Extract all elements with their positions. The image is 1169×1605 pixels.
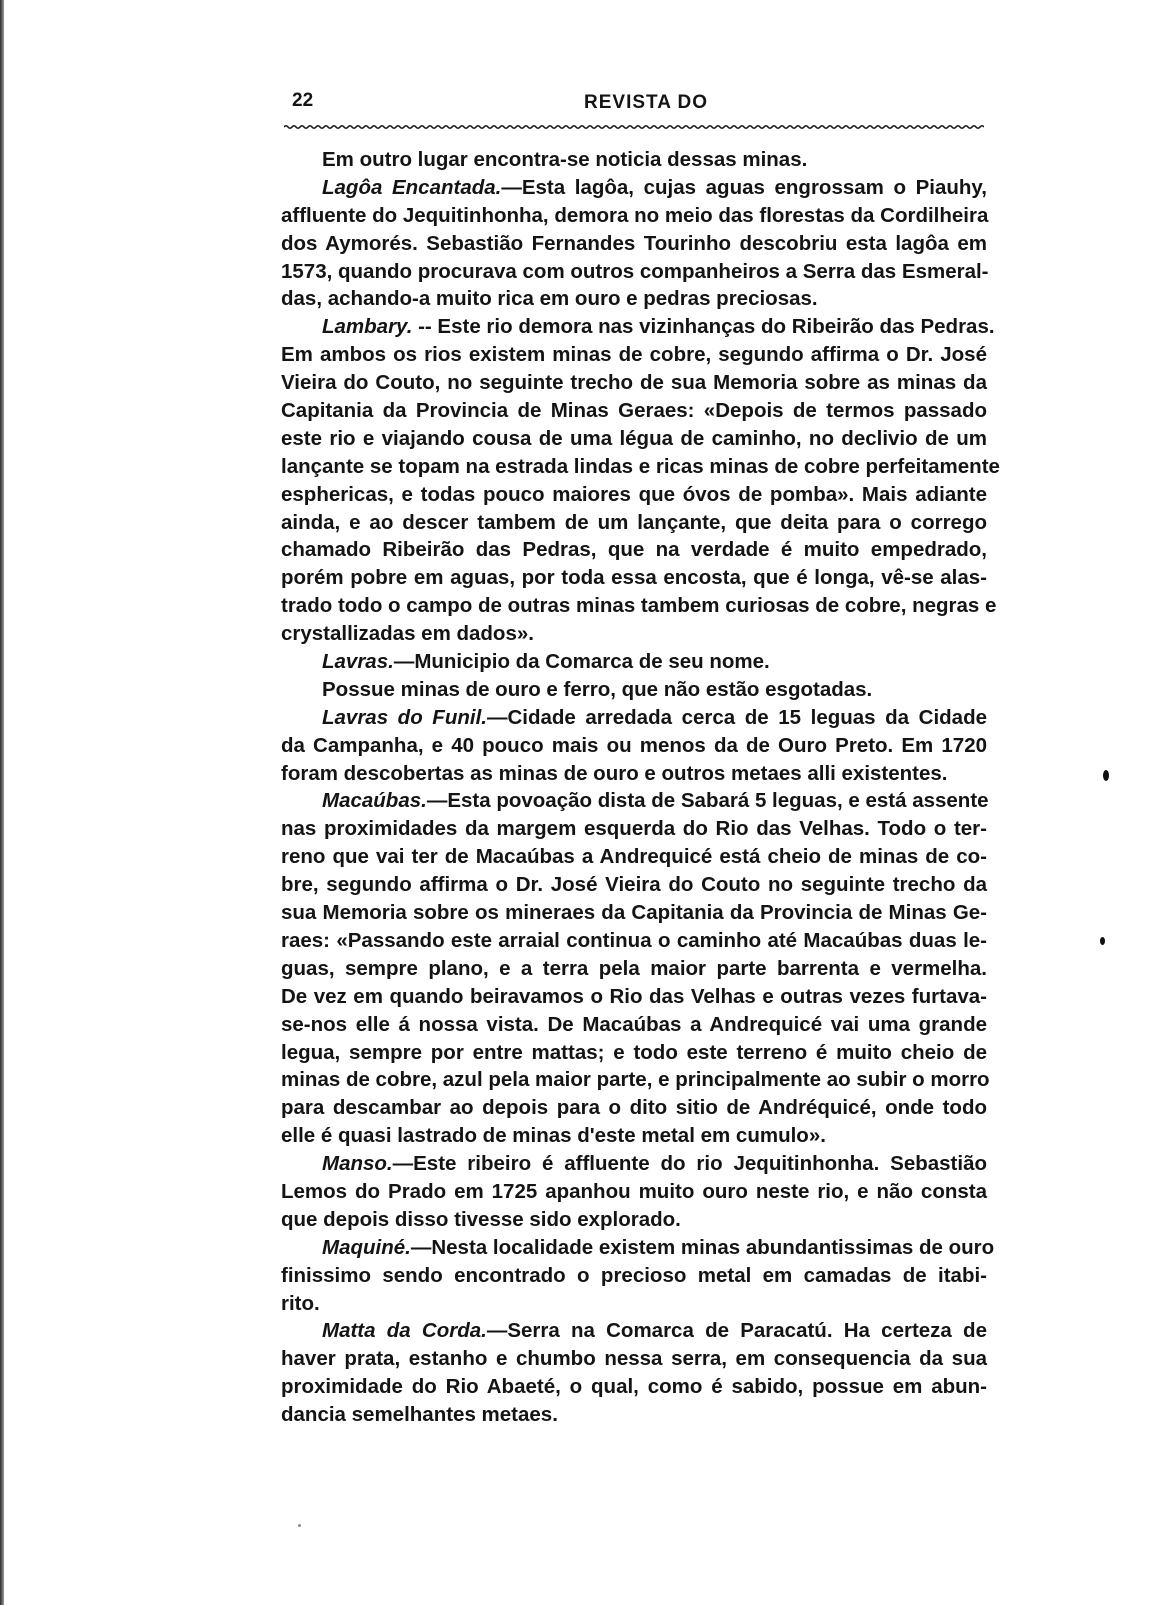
text-line [281, 1011, 987, 1039]
text-line [281, 564, 987, 592]
text-line [281, 230, 987, 258]
line-text: guas, sempre plano, e a terra pela maior parte barrenta e vermelha. [281, 956, 987, 980]
text-line [281, 1290, 987, 1318]
line-text: —Nesta localidade existem minas abundantissimas de ouro [410, 1235, 995, 1259]
text-line [281, 146, 987, 174]
entry-term: Matta da Corda. [322, 1319, 487, 1343]
line-text: elle é quasi lastrado de minas d'este metal em cumulo». [281, 1124, 826, 1148]
line-text: dancia semelhantes metaes. [281, 1403, 558, 1427]
line-text: raes: «Passando este arraial continua o caminho até Macaúbas duas le- [281, 928, 987, 952]
entry-term: Lavras. [322, 650, 394, 674]
text-line [281, 481, 987, 509]
line-text: minas de cobre, azul pela maior parte, e principalmente ao subir o morro [281, 1068, 990, 1092]
text-line [281, 453, 1000, 481]
line-text: —Municipio da Comarca de seu nome. [393, 650, 770, 674]
text-line [281, 313, 995, 341]
line-text: —Cidade arredada cerca de 15 leguas da Cidade [486, 705, 987, 729]
line-text: das, achando-a muito rica em ouro e pedras preciosas. [281, 287, 818, 311]
text-line [281, 258, 987, 286]
line-text: Em ambos os rios existem minas de cobre, segundo affirma o Dr. José [281, 343, 987, 367]
entry-term: Maquiné. [322, 1235, 411, 1259]
entry-term: Lavras do Funil. [322, 705, 487, 729]
line-text: esphericas, e todas pouco maiores que óvos de pomba». Mais adiante [281, 482, 987, 506]
text-line [281, 983, 987, 1011]
margin-mark [1100, 937, 1105, 945]
line-text: da Campanha, e 40 pouco mais ou menos da de Ouro Preto. Em 1720 [281, 733, 987, 757]
text-line [281, 1345, 987, 1373]
text-line [281, 815, 987, 843]
line-text: para descambar ao depois para o dito sitio de Andréquicé, onde todo [281, 1096, 987, 1120]
page-header [284, 88, 984, 118]
text-line [281, 1066, 990, 1094]
line-text: dos Aymorés. Sebastião Fernandes Tourinho descobriu esta lagôa em [281, 231, 987, 255]
text-line [281, 1262, 987, 1290]
line-text: legua, sempre por entre mattas; e todo este terreno é muito cheio de [281, 1040, 987, 1064]
running-title: REVISTA DO [584, 92, 709, 113]
text-line [281, 369, 987, 397]
text-line [281, 397, 987, 425]
line-text: crystallizadas em dados». [281, 622, 534, 646]
line-text: —Este ribeiro é affluente do rio Jequitinhonha. Sebastião [392, 1152, 987, 1176]
line-text: chamado Ribeirão das Pedras, que na verdade é muito empedrado, [281, 538, 987, 562]
text-line [281, 425, 987, 453]
text-line [281, 787, 987, 815]
text-line [281, 676, 987, 704]
line-text: este rio e viajando cousa de uma légua de caminho, no declivio de um [281, 426, 987, 450]
text-line [281, 620, 987, 648]
text-line [281, 202, 987, 230]
text-line [281, 1373, 987, 1401]
entry-term: Macaúbas. [322, 789, 427, 813]
line-text: —Esta povoação dista de Sabará 5 leguas, e está assente [426, 789, 989, 813]
text-line [281, 1178, 987, 1206]
text-line [281, 174, 987, 202]
line-text: haver prata, estanho e chumbo nessa serra, em consequencia da sua [281, 1347, 987, 1371]
text-line [281, 1234, 995, 1262]
text-line [281, 927, 987, 955]
line-text: Possue minas de ouro e ferro, que não estão esgotadas. [322, 677, 873, 701]
text-line [281, 732, 987, 760]
entry-term: Manso. [322, 1152, 393, 1176]
line-text: lançante se topam na estrada lindas e ricas minas de cobre perfeitamente [281, 454, 1000, 478]
line-text: affluente do Jequitinhonha, demora no meio das florestas da Cordilheira [281, 203, 989, 227]
line-text: porém pobre em aguas, por toda essa encosta, que é longa, vê-se alas- [281, 566, 987, 590]
text-line [281, 1039, 987, 1067]
text-line [281, 1401, 987, 1429]
text-line [281, 899, 987, 927]
line-text: -- Este rio demora nas vizinhanças do Ribeirão das Pedras. [412, 315, 995, 339]
text-line [281, 285, 987, 313]
entry-term: Lambary. [322, 315, 413, 339]
line-text: Em outro lugar encontra-se noticia dessas minas. [322, 148, 808, 171]
page-number: 22 [292, 90, 314, 111]
line-text: proximidade do Rio Abaeté, o qual, como é sabido, possue em abun- [281, 1375, 987, 1399]
line-text: —Esta lagôa, cujas aguas engrossam o Piauhy, [501, 175, 988, 199]
text-line [281, 760, 987, 788]
line-text: —Serra na Comarca de Paracatú. Ha certeza de [486, 1319, 987, 1343]
text-line [281, 1094, 987, 1122]
margin-mark [1103, 770, 1109, 781]
text-line [281, 648, 987, 676]
margin-mark [298, 1524, 301, 1527]
line-text: bre, segundo affirma o Dr. José Vieira do Couto no seguinte trecho da [281, 873, 987, 897]
text-line [281, 1150, 987, 1178]
text-line [281, 1206, 987, 1234]
entry-term: Lagôa Encantada. [322, 175, 502, 199]
line-text: reno que vai ter de Macaúbas a Andrequicé está cheio de minas de co- [281, 845, 987, 869]
line-text: rito. [281, 1291, 320, 1315]
line-text: foram descobertas as minas de ouro e outros metaes alli existentes. [281, 761, 948, 785]
line-text: finissimo sendo encontrado o precioso metal em camadas de itabi- [281, 1263, 987, 1287]
line-text: se-nos elle á nossa vista. De Macaúbas a Andrequicé vai uma grande [281, 1012, 987, 1036]
line-text: Vieira do Couto, no seguinte trecho de sua Memoria sobre as minas da [281, 371, 987, 395]
line-text: trado todo o campo de outras minas tambem curiosas de cobre, negras e [281, 594, 997, 618]
line-text: nas proximidades da margem esquerda do Rio das Velhas. Todo o ter- [281, 817, 987, 841]
page-binding-edge [0, 0, 4, 1605]
line-text: 1573, quando procurava com outros companheiros a Serra das Esmeral- [281, 259, 989, 283]
text-line [281, 704, 987, 732]
text-line [281, 341, 987, 369]
text-line [281, 955, 987, 983]
line-text: sua Memoria sobre os mineraes da Capitania da Provincia de Minas Ge- [281, 901, 987, 925]
line-text: Capitania da Provincia de Minas Geraes: «Depois de termos passado [281, 399, 987, 423]
text-line [281, 509, 987, 537]
text-line [281, 1122, 987, 1150]
line-text: Lemos do Prado em 1725 apanhou muito ouro neste rio, e não consta [281, 1179, 987, 1203]
line-text: ainda, e ao descer tambem de um lançante, que deita para o corrego [281, 510, 987, 534]
line-text: De vez em quando beiravamos o Rio das Velhas e outras vezes furtava- [281, 984, 987, 1008]
text-line [281, 536, 987, 564]
text-line [281, 843, 987, 871]
text-line [281, 871, 987, 899]
header-wavy-rule [284, 124, 984, 130]
text-line [281, 592, 997, 620]
body-text [281, 146, 1000, 1429]
line-text: que depois disso tivesse sido explorado. [281, 1207, 681, 1231]
text-line [281, 1317, 987, 1345]
